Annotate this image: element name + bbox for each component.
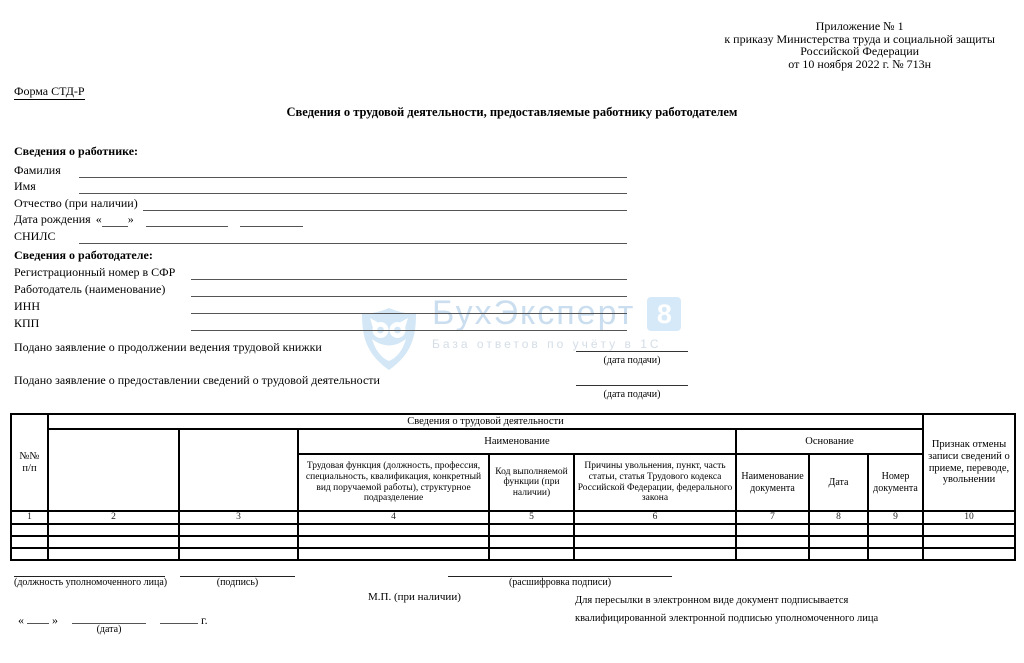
empty-record-row	[11, 536, 1015, 548]
col-header-number: №№ п/п	[11, 414, 48, 511]
firstname-fill-line	[79, 180, 627, 194]
empty-cell	[809, 548, 868, 560]
page-title: Сведения о трудовой деятельности, предоставляемые работнику работодателем	[286, 105, 738, 119]
snils-row	[14, 227, 627, 244]
inn-row	[14, 297, 627, 314]
col-header-function-code: Код выполняемой функции (при наличии)	[489, 454, 574, 511]
column-number: 7	[736, 511, 809, 524]
col-header-group-name: Наименование	[298, 429, 736, 454]
empty-cell	[489, 524, 574, 536]
activity-info-date-block	[576, 375, 688, 401]
kpp-label: КПП	[14, 316, 40, 330]
column-number: 2	[48, 511, 179, 524]
empty-cell	[179, 536, 298, 548]
date-month-fill-line	[72, 611, 146, 624]
workbook-date-block	[576, 341, 688, 367]
empty-cell	[736, 524, 809, 536]
birthdate-label: Дата рождения	[14, 212, 91, 227]
esign-note-line-2: квалифицированной электронной подписью уполномоченного лица	[575, 612, 879, 624]
worker-section-heading: Сведения о работнике:	[14, 144, 139, 158]
empty-cell	[489, 548, 574, 560]
date-open-quote: «	[18, 613, 24, 627]
position-signature-block	[14, 570, 168, 588]
kpp-fill-line	[191, 317, 627, 331]
birthdate-open-quote: «	[95, 212, 102, 227]
column-number: 4	[298, 511, 489, 524]
employer-name-fill-line	[191, 283, 627, 297]
empty-cell	[574, 524, 736, 536]
empty-cell	[48, 548, 179, 560]
empty-cell	[809, 536, 868, 548]
empty-cell	[923, 548, 1015, 560]
empty-cell	[923, 524, 1015, 536]
empty-cell	[11, 536, 48, 548]
transcript-signature-block	[448, 570, 672, 588]
column-number: 8	[809, 511, 868, 524]
surname-row	[14, 161, 627, 178]
column-number: 3	[179, 511, 298, 524]
empty-cell	[736, 536, 809, 548]
workbook-date-fill-line	[576, 341, 688, 352]
col-header-cancel-flag: Признак отмены записи сведений о приеме, переводе, увольнении	[923, 414, 1015, 511]
col-header-3-empty	[179, 429, 298, 511]
empty-cell	[11, 548, 48, 560]
reg-number-row	[14, 263, 627, 280]
empty-cell	[868, 548, 923, 560]
date-day-blank	[27, 611, 49, 624]
esign-note-line-1: Для пересылки в электронном виде документ подписывается	[575, 595, 849, 606]
patronymic-fill-line	[143, 197, 627, 211]
empty-cell	[48, 536, 179, 548]
col-header-dismissal-reason: Причины увольнения, пункт, часть статьи, статья Трудового кодекса Российской Федерации, федерального закона	[574, 454, 736, 511]
column-number: 6	[574, 511, 736, 524]
date-month-blank-block	[72, 611, 146, 635]
employment-records-table	[10, 413, 1016, 561]
column-number: 10	[923, 511, 1015, 524]
appendix-line-4: от 10 ноября 2022 г. № 713н	[788, 56, 932, 71]
empty-cell	[179, 524, 298, 536]
stamp-note: М.П. (при наличии)	[368, 591, 461, 603]
empty-cell	[489, 536, 574, 548]
year-suffix: г.	[201, 613, 208, 627]
date-caption: (дата)	[96, 624, 122, 635]
appendix-line-3: Российской Федерации	[800, 44, 920, 58]
employer-name-label: Работодатель (наименование)	[14, 282, 166, 296]
birthdate-row	[14, 211, 627, 228]
col-header-doc-number: Номер документа	[868, 454, 923, 511]
activity-info-date-caption: (дата подачи)	[603, 389, 661, 400]
empty-cell	[48, 524, 179, 536]
col-header-doc-date: Дата	[809, 454, 868, 511]
snils-label: СНИЛС	[14, 228, 56, 243]
position-fill-line	[14, 570, 165, 577]
kpp-row	[14, 314, 627, 331]
activity-info-date-fill-line	[576, 375, 688, 386]
col-header-group-basis: Основание	[736, 429, 923, 454]
signature-block	[180, 570, 295, 588]
snils-fill-line	[79, 230, 627, 244]
empty-cell	[868, 536, 923, 548]
activity-info-statement-text: Подано заявление о предоставлении сведений о трудовой деятельности	[14, 373, 380, 387]
col-header-group-main: Сведения о трудовой деятельности	[48, 414, 923, 429]
birthdate-year-blank	[240, 214, 303, 227]
firstname-row	[14, 178, 627, 195]
empty-cell	[574, 536, 736, 548]
inn-label: ИНН	[14, 299, 40, 313]
empty-cell	[298, 524, 489, 536]
birthdate-month-blank	[146, 214, 228, 227]
column-number: 9	[868, 511, 923, 524]
watermark-brand-text: БухЭксперт	[432, 294, 636, 332]
col-header-2-empty	[48, 429, 179, 511]
appendix-line-1: Приложение № 1	[815, 19, 904, 33]
signature-fill-line	[180, 570, 295, 577]
date-close-quote: »	[52, 613, 58, 627]
workbook-date-caption: (дата подачи)	[603, 355, 661, 366]
empty-cell	[11, 524, 48, 536]
empty-cell	[574, 548, 736, 560]
firstname-label: Имя	[14, 179, 36, 194]
appendix-line-2: к приказу Министерства труда и социальной защиты	[724, 31, 995, 46]
transcript-caption: (расшифровка подписи)	[508, 577, 612, 588]
empty-cell	[736, 548, 809, 560]
position-caption: (должность уполномоченного лица)	[14, 577, 168, 588]
patronymic-row	[14, 194, 627, 211]
surname-fill-line	[79, 164, 627, 178]
document-date-row	[18, 611, 208, 635]
empty-cell	[179, 548, 298, 560]
reg-number-label: Регистрационный номер в СФР	[14, 265, 176, 279]
col-header-doc-name: Наименование документа	[736, 454, 809, 511]
employer-section	[14, 248, 627, 331]
empty-cell	[298, 548, 489, 560]
watermark-tagline: База ответов по учёту в 1С	[432, 337, 662, 351]
reg-number-fill-line	[191, 266, 627, 280]
watermark-badge-8: 8	[647, 297, 681, 331]
empty-cell	[868, 524, 923, 536]
employer-section-heading: Сведения о работодателе:	[14, 248, 153, 262]
empty-cell	[923, 536, 1015, 548]
column-number: 1	[11, 511, 48, 524]
employer-name-row	[14, 280, 627, 297]
col-header-function: Трудовая функция (должность, профессия, специальность, квалификация, конкретный вид поручаемой работы), структурное подразделение	[298, 454, 489, 511]
column-numbers-row	[11, 511, 1015, 524]
esign-note	[575, 592, 878, 627]
inn-fill-line	[191, 300, 627, 314]
transcript-fill-line	[448, 570, 672, 577]
surname-label: Фамилия	[14, 162, 61, 177]
patronymic-label: Отчество (при наличии)	[14, 195, 138, 210]
empty-cell	[809, 524, 868, 536]
form-code: Форма СТД-Р	[14, 84, 85, 98]
signature-caption: (подпись)	[216, 577, 259, 588]
empty-record-row	[11, 548, 1015, 560]
birthdate-day-blank	[102, 214, 128, 227]
date-year-blank	[160, 611, 198, 624]
birthdate-close-quote: »	[127, 212, 134, 227]
workbook-statement-text: Подано заявление о продолжении ведения трудовой книжки	[14, 340, 322, 354]
empty-record-row	[11, 524, 1015, 536]
appendix-note	[724, 20, 995, 70]
worker-section	[14, 144, 627, 244]
empty-cell	[298, 536, 489, 548]
column-number: 5	[489, 511, 574, 524]
